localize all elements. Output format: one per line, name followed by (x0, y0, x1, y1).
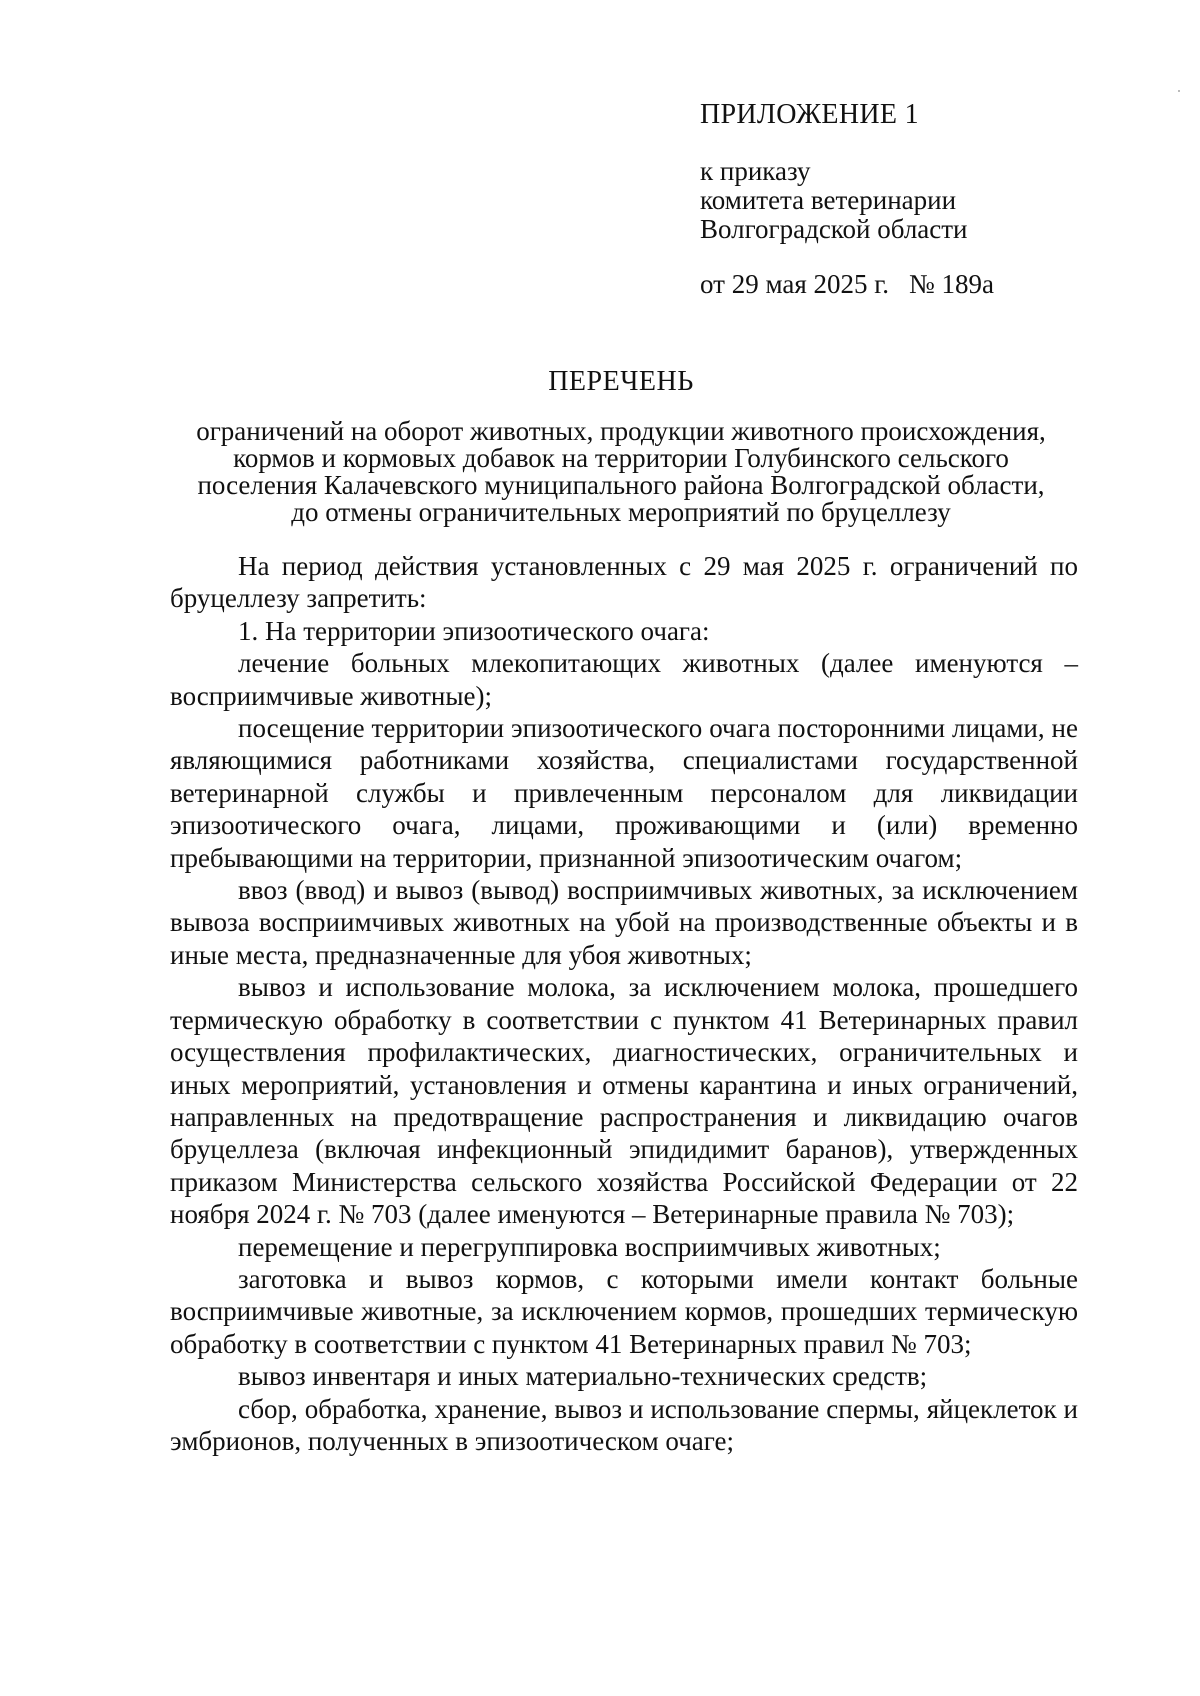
body-paragraph: вывоз инвентаря и иных материально-технических средств; (238, 1361, 928, 1392)
body-paragraph: 1. На территории эпизоотического очага: (238, 615, 710, 646)
heading-subtitle-line: ограничений на оборот животных, продукции животного происхождения, (196, 416, 1046, 446)
body-paragraph: заготовка и вывоз кормов, с которыми имели контакт больные восприимчивые животные, за исключением кормов, прошедших термическую обработку в соответствии с пунктом 41 Ветеринарных правил № 703; (170, 1263, 1078, 1359)
appendix-line-order: к приказу (700, 156, 811, 186)
body-paragraph: вывоз и использование молока, за исключением молока, прошедшего термическую обработку в соответствии с пунктом 41 Ветеринарных правил осуществления профилактических, диагностических, ограничительных и иных мероприятий, установления и отмены карантина и иных ограничений, направленных на предотвращение распространения и ликвидацию очагов бруцеллеза (включая инфекционный эпидидимит баранов), утвержденных приказом Министерства сельского хозяйства Российской Федерации от 22 ноября 2024 г. № 703 (далее именуются – Ветеринарные правила № 703); (170, 972, 1078, 1230)
appendix-date: от 29 мая 2025 г. (700, 269, 890, 299)
heading-title: ПЕРЕЧЕНЬ (548, 366, 694, 397)
appendix-number: № 189а (909, 269, 995, 299)
scan-speck (1178, 90, 1180, 92)
appendix-date-line (700, 270, 1120, 299)
heading-subtitle-line: до отмены ограничительных мероприятий по бруцеллезу (291, 497, 951, 527)
body-paragraph: посещение территории эпизоотического очага посторонними лицами, не являющимися работниками хозяйства, специалистами государственной ветеринарной службы и привлеченным персоналом для ликвидации эпизоотического очага, лицами, проживающими и (или) временно пребывающими на территории, признанной эпизоотическим очагом; (170, 713, 1078, 873)
body-paragraph: перемещение и перегруппировка восприимчивых животных; (238, 1231, 941, 1262)
heading-subtitle-line: поселения Калачевского муниципального района Волгоградской области, (197, 470, 1045, 500)
body-paragraph: На период действия установленных с 29 мая 2025 г. ограничений по бруцеллезу запретить: (170, 551, 1078, 614)
document-heading (165, 366, 1077, 526)
appendix-line-committee: комитета ветеринарии (700, 185, 957, 215)
appendix-line-region: Волгоградской области (700, 214, 968, 244)
body-paragraph: ввоз (ввод) и вывоз (вывод) восприимчивых животных, за исключением вывоза восприимчивых животных на убой на производственные объекты и в иные места, предназначенные для убоя животных; (170, 875, 1078, 970)
body-paragraph: сбор, обработка, хранение, вывоз и использование спермы, яйцеклеток и эмбрионов, полученных в эпизоотическом очаге; (170, 1393, 1078, 1456)
appendix-title: ПРИЛОЖЕНИЕ 1 (700, 99, 919, 130)
appendix-reference (700, 157, 1120, 244)
heading-subtitle-line: кормов и кормовых добавок на территории Голубинского сельского (233, 443, 1009, 473)
document-body (170, 550, 1078, 1457)
body-paragraph: лечение больных млекопитающих животных (далее именуются – восприимчивые животные); (170, 648, 1078, 711)
heading-subtitle (165, 418, 1077, 526)
appendix-block (700, 100, 1120, 299)
